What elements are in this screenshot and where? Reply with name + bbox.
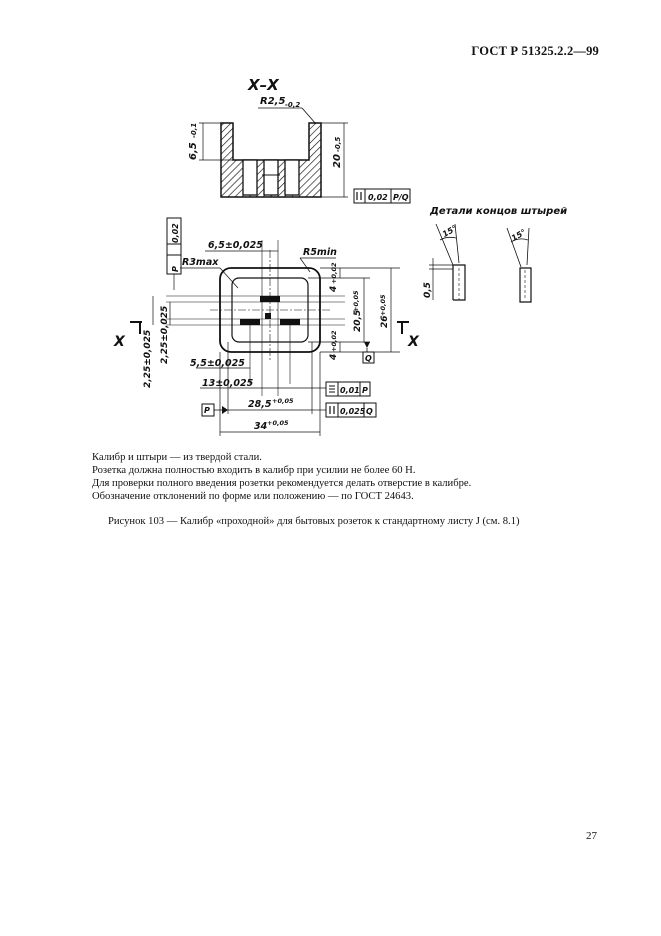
flatness-frame [354,189,410,203]
symmetry-frame [290,382,370,396]
note-line: Калибр и штыри — из твердой стали. [92,452,262,463]
document-header: ГОСТ Р 51325.2.2—99 [471,44,599,58]
section-radius-label: R2,5 [260,96,286,107]
section-view [188,76,410,203]
section-mark-left: X [114,334,125,350]
note-line: Розетка должна полностью входить в калибр при усилии не более 60 Н. [92,464,416,476]
dim-6-5: 6,5 [188,142,199,160]
figure-caption: Рисунок 103 — Калибр «проходной» для бытовых розеток к стандартному листу J (см. 8.1) [108,516,520,527]
dim-20: 20 [332,154,343,168]
dim-28-5: 28,5 [248,399,272,410]
dim-34-tol: +0,05 [267,419,289,427]
perp2-datum: Q [366,407,373,416]
datum-p: P [204,406,210,415]
dim-20-5-tol: +0,05 [352,290,360,312]
notes-block [92,452,471,504]
perpendicularity-frame-2 [312,403,376,417]
dim-5-5: 5,5±0,025 [190,358,245,369]
note-line: Для проверки полного введения розетки рекомендуется делать отверстие в калибре. [92,477,472,489]
dim-4-top: 4 [329,285,339,292]
dim-4-bottom: 4 [329,353,339,360]
plan-view [113,218,420,436]
flatness-datum: P/Q [393,193,409,202]
dim-2-25-a: 2,25±0,025 [143,329,153,388]
angle-15-left: 15° [440,223,459,239]
label-r5min: R5min [303,247,337,258]
section-radius-tol: -0,2 [285,101,301,109]
sym-value: 0,01 [340,386,360,395]
note-line: Обозначение отклонений по форме или положению — по ГОСТ 24643. [92,490,414,502]
dim-34: 34 [254,421,268,432]
dim-13: 13±0,025 [202,378,254,389]
details-title: Детали концов штырей [430,206,568,217]
pin-end-details [423,206,567,302]
technical-drawing [0,0,661,450]
dim-4-top-tol: +0,02 [330,262,338,284]
sym-datum: P [362,386,368,395]
dim-26-tol: +0,05 [379,294,387,316]
dim-0-5: 0,5 [423,282,433,298]
dim-4-bottom-tol: +0,02 [330,330,338,352]
datum-q: Q [365,354,372,363]
dim-6-5-tol: -0,1 [190,122,198,138]
label-r3max: R3max [182,257,219,268]
section-mark-right: X [408,334,419,350]
dim-20-5: 20,5 [353,309,363,332]
perp-datum: P [171,266,180,272]
dim-20-tol: -0,5 [334,136,342,152]
angle-15-right: 15° [509,227,528,243]
dim-2-25-b: 2,25±0,025 [160,305,170,364]
dim-6-5-pos: 6,5±0,025 [208,240,263,251]
perp-value: 0,02 [171,223,180,243]
dim-28-5-tol: +0,05 [272,397,294,405]
flatness-value: 0,02 [368,193,388,202]
section-title: X–X [248,76,279,94]
perp2-value: 0,025 [340,407,366,416]
page-number: 27 [586,830,597,842]
perpendicularity-frame [167,218,181,290]
dim-26: 26 [380,315,390,328]
